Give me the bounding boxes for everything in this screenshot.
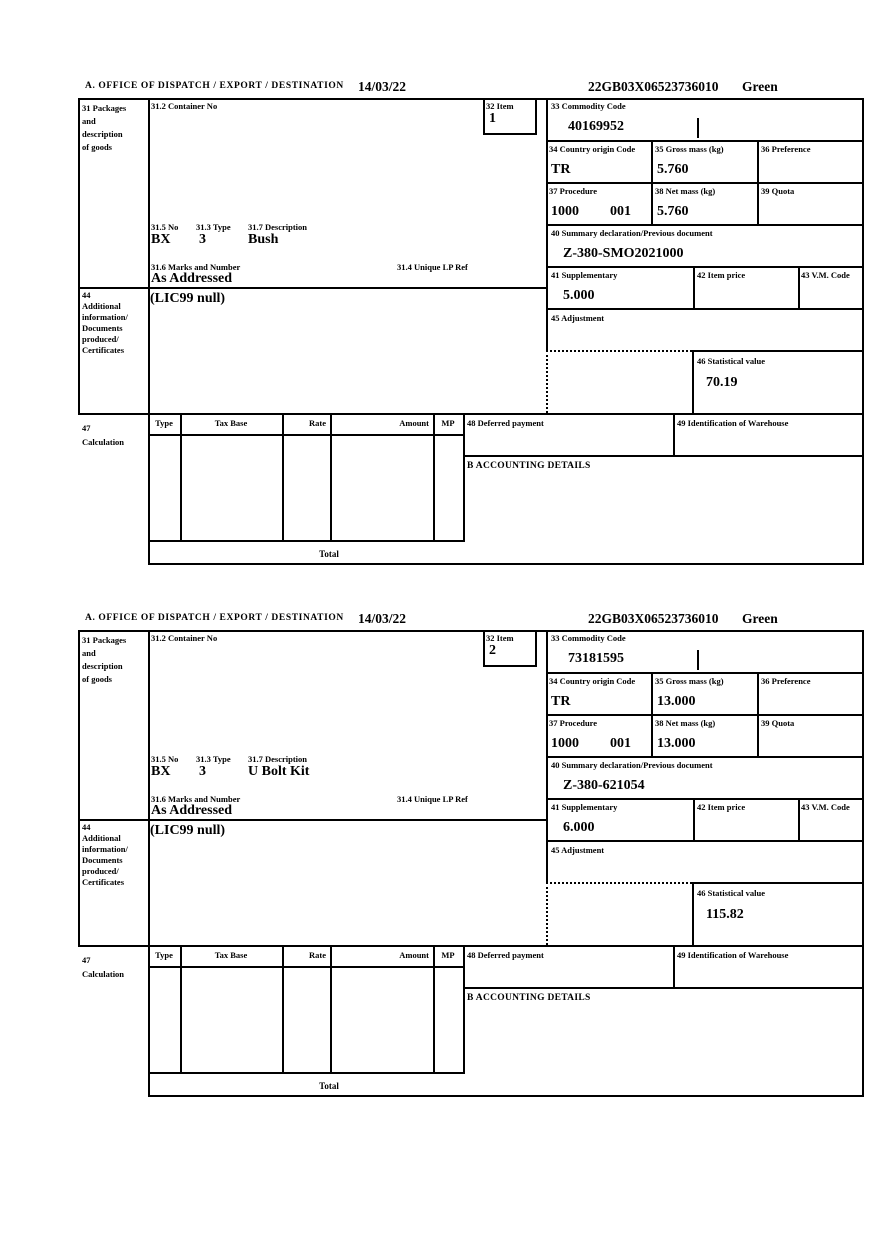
customs-item-form-2 <box>0 611 882 1097</box>
dotted-border-line <box>546 350 692 352</box>
box31-4-label: 31.4 Unique LP Ref <box>397 262 468 272</box>
declaration-reference: 22GB03X06523736010 <box>588 611 719 626</box>
commodity-code-value: 40169952 <box>568 119 624 134</box>
border-line <box>546 266 862 268</box>
commodity-code-tick <box>697 650 699 670</box>
border-line <box>148 98 150 564</box>
box44-label: 44 Additional information/ Documents produced/ Certificates <box>82 290 128 355</box>
border-line <box>148 540 465 542</box>
declaration-date: 14/03/22 <box>358 611 407 626</box>
commodity-code-tick <box>697 118 699 138</box>
box46-label: 46 Statistical value <box>697 356 765 366</box>
border-line <box>673 945 675 987</box>
border-line <box>692 882 862 884</box>
border-line <box>148 563 864 565</box>
border-line <box>546 182 862 184</box>
col-tax-base-header: Tax Base <box>214 950 248 960</box>
border-line <box>148 630 150 1096</box>
office-of-dispatch-label: A. OFFICE OF DISPATCH / EXPORT / DESTINATION <box>85 81 344 91</box>
border-line <box>148 1072 465 1074</box>
box40-label: 40 Summary declaration/Previous document <box>551 760 713 770</box>
customs-item-form-1 <box>0 79 882 565</box>
border-line <box>798 798 800 840</box>
box31-5-label: 31.5 No <box>151 754 179 764</box>
net-mass-value: 5.760 <box>657 204 689 219</box>
border-line <box>463 455 862 457</box>
border-line <box>330 945 332 1072</box>
procedure-value: 1000 <box>551 204 579 219</box>
box42-label: 42 Item price <box>697 802 746 812</box>
border-line <box>78 819 546 821</box>
routing-status: Green <box>742 611 778 626</box>
package-no-value: BX <box>151 764 171 779</box>
additional-info-value: (LIC99 null) <box>150 291 226 306</box>
border-line <box>463 987 862 989</box>
box31-5-label: 31.5 No <box>151 222 179 232</box>
box41-label: 41 Supplementary <box>551 270 618 280</box>
box46-label: 46 Statistical value <box>697 888 765 898</box>
box48-label: 48 Deferred payment <box>467 950 544 960</box>
box33-label: 33 Commodity Code <box>551 633 626 643</box>
border-line <box>148 966 463 968</box>
col-rate-header: Rate <box>309 418 326 428</box>
border-line <box>330 413 332 540</box>
box35-label: 35 Gross mass (kg) <box>655 144 724 154</box>
col-rate-header: Rate <box>309 950 326 960</box>
package-no-value: BX <box>151 232 171 247</box>
border-line <box>78 98 80 413</box>
box36-label: 36 Preference <box>761 676 811 686</box>
box31-7-label: 31.7 Description <box>248 754 308 764</box>
border-line <box>463 945 465 1072</box>
marks-value: As Addressed <box>151 271 233 286</box>
box31-label: 31 Packages and description of goods <box>82 103 127 152</box>
box33-label: 33 Commodity Code <box>551 101 626 111</box>
col-mp-header: MP <box>441 418 455 428</box>
border-line <box>546 714 862 716</box>
border-line <box>282 413 284 540</box>
box31-3-label: 31.3 Type <box>196 222 231 232</box>
box43-label: 43 V.M. Code <box>801 270 850 280</box>
border-line <box>546 798 862 800</box>
dotted-border-line <box>546 882 548 945</box>
declaration-reference: 22GB03X06523736010 <box>588 79 719 94</box>
border-line <box>483 98 485 133</box>
package-type-value: 3 <box>199 232 206 247</box>
border-line <box>148 1095 864 1097</box>
total-label: Total <box>319 549 339 559</box>
procedure-value: 1000 <box>551 736 579 751</box>
box37-label: 37 Procedure <box>549 186 598 196</box>
box38-label: 38 Net mass (kg) <box>655 186 716 196</box>
border-line <box>692 882 694 945</box>
border-line <box>180 945 182 1072</box>
supplementary-value: 6.000 <box>563 820 595 835</box>
box32-label: 32 Item <box>486 633 514 643</box>
box41-label: 41 Supplementary <box>551 802 618 812</box>
procedure-extra-value: 001 <box>610 204 631 219</box>
border-line <box>78 945 864 947</box>
border-line <box>651 672 653 756</box>
gross-mass-value: 5.760 <box>657 162 689 177</box>
dotted-border-line <box>546 350 548 413</box>
box44-label: 44 Additional information/ Documents produced/ Certificates <box>82 822 128 887</box>
border-line <box>180 413 182 540</box>
previous-document-value: Z-380-621054 <box>563 778 645 793</box>
gross-mass-value: 13.000 <box>657 694 696 709</box>
box31-label: 31 Packages and description of goods <box>82 635 127 684</box>
border-line <box>483 630 485 665</box>
border-line <box>673 413 675 455</box>
item-number-value: 1 <box>489 111 496 126</box>
border-line <box>693 266 695 308</box>
border-line <box>692 350 862 352</box>
accounting-details-label: B ACCOUNTING DETAILS <box>467 461 591 471</box>
routing-status: Green <box>742 79 778 94</box>
border-line <box>483 133 537 135</box>
box40-label: 40 Summary declaration/Previous document <box>551 228 713 238</box>
box47-label: 47 Calculation <box>82 955 125 979</box>
col-amount-header: Amount <box>399 418 429 428</box>
border-line <box>78 630 80 945</box>
declaration-date: 14/03/22 <box>358 79 407 94</box>
border-line <box>433 945 435 1072</box>
border-line <box>282 945 284 1072</box>
goods-description-value: Bush <box>248 232 279 247</box>
box37-label: 37 Procedure <box>549 718 598 728</box>
border-line <box>546 840 862 842</box>
box47-label: 47 Calculation <box>82 423 125 447</box>
border-line <box>798 266 800 308</box>
col-amount-header: Amount <box>399 950 429 960</box>
border-line <box>78 413 864 415</box>
commodity-code-value: 73181595 <box>568 651 624 666</box>
box39-label: 39 Quota <box>761 186 795 196</box>
box34-label: 34 Country origin Code <box>549 144 636 154</box>
border-line <box>546 140 862 142</box>
box45-label: 45 Adjustment <box>551 845 605 855</box>
box31-6-label: 31.6 Marks and Number <box>151 794 241 804</box>
procedure-extra-value: 001 <box>610 736 631 751</box>
box31-3-label: 31.3 Type <box>196 754 231 764</box>
border-line <box>535 630 537 665</box>
box49-label: 49 Identification of Warehouse <box>677 418 789 428</box>
col-tax-base-header: Tax Base <box>214 418 248 428</box>
border-line <box>483 665 537 667</box>
box49-label: 49 Identification of Warehouse <box>677 950 789 960</box>
goods-description-value: U Bolt Kit <box>248 764 310 779</box>
border-line <box>463 413 465 540</box>
border-line <box>757 672 759 756</box>
border-line <box>546 672 862 674</box>
statistical-value: 115.82 <box>706 907 744 922</box>
border-line <box>546 224 862 226</box>
border-line <box>651 140 653 224</box>
box35-label: 35 Gross mass (kg) <box>655 676 724 686</box>
border-line <box>433 413 435 540</box>
dotted-border-line <box>546 882 692 884</box>
office-of-dispatch-label: A. OFFICE OF DISPATCH / EXPORT / DESTINATION <box>85 613 344 623</box>
box36-label: 36 Preference <box>761 144 811 154</box>
net-mass-value: 13.000 <box>657 736 696 751</box>
item-number-value: 2 <box>489 643 496 658</box>
box48-label: 48 Deferred payment <box>467 418 544 428</box>
box31-7-label: 31.7 Description <box>248 222 308 232</box>
box42-label: 42 Item price <box>697 270 746 280</box>
border-line <box>693 798 695 840</box>
country-origin-value: TR <box>551 694 571 709</box>
border-line <box>535 98 537 133</box>
box45-label: 45 Adjustment <box>551 313 605 323</box>
border-line <box>692 350 694 413</box>
border-line <box>546 756 862 758</box>
box31-6-label: 31.6 Marks and Number <box>151 262 241 272</box>
box31-2-label: 31.2 Container No <box>151 633 218 643</box>
border-line <box>78 630 864 632</box>
accounting-details-label: B ACCOUNTING DETAILS <box>467 993 591 1003</box>
border-line <box>78 287 546 289</box>
border-line <box>546 308 862 310</box>
col-type-header: Type <box>155 950 173 960</box>
box31-2-label: 31.2 Container No <box>151 101 218 111</box>
additional-info-value: (LIC99 null) <box>150 823 226 838</box>
box32-label: 32 Item <box>486 101 514 111</box>
border-line <box>78 98 864 100</box>
package-type-value: 3 <box>199 764 206 779</box>
box39-label: 39 Quota <box>761 718 795 728</box>
marks-value: As Addressed <box>151 803 233 818</box>
border-line <box>148 434 463 436</box>
col-mp-header: MP <box>441 950 455 960</box>
box34-label: 34 Country origin Code <box>549 676 636 686</box>
statistical-value: 70.19 <box>706 375 738 390</box>
border-line <box>862 630 864 1096</box>
col-type-header: Type <box>155 418 173 428</box>
country-origin-value: TR <box>551 162 571 177</box>
previous-document-value: Z-380-SMO2021000 <box>563 246 684 261</box>
box43-label: 43 V.M. Code <box>801 802 850 812</box>
supplementary-value: 5.000 <box>563 288 595 303</box>
border-line <box>757 140 759 224</box>
border-line <box>862 98 864 564</box>
total-label: Total <box>319 1081 339 1091</box>
box38-label: 38 Net mass (kg) <box>655 718 716 728</box>
box31-4-label: 31.4 Unique LP Ref <box>397 794 468 804</box>
